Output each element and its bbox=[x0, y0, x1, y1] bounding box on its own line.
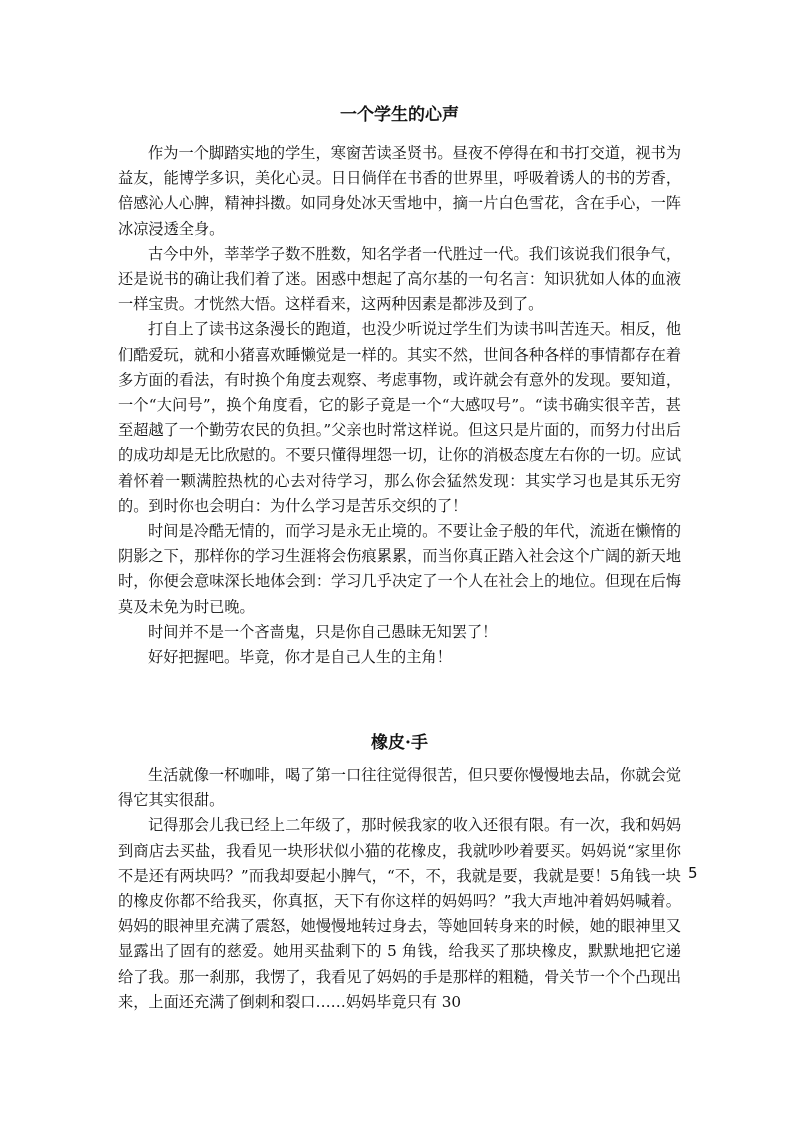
paragraph: 生活就像一杯咖啡，喝了第一口往往觉得很苦，但只要你慢慢地去品，你就会觉得它其实很甜。 bbox=[118, 766, 681, 810]
article-title-2: 橡皮·手 bbox=[371, 733, 428, 753]
paragraph: 好好把握吧。毕竟，你才是自己人生的主角！ bbox=[148, 648, 452, 667]
paragraph: 作为一个脚踏实地的学生，寒窗苦读圣贤书。昼夜不停得在和书打交道，视书为益友，能博学多识，美化心灵。日日倘佯在书香的世界里，呼吸着诱人的书的芳香，倍感沁人心脾，精神抖擞。如同身处冰天雪地中，摘一片白色雪花，含在手心，一阵冰凉浸透全身。 bbox=[118, 144, 681, 238]
margin-number: 5 bbox=[688, 864, 698, 882]
paragraph: 时间是冷酷无情的，而学习是永无止境的。不要让金子般的年代，流逝在懒惰的阴影之下，那样你的学习生涯将会伤痕累累，而当你真正踏入社会这个广阔的新天地时，你便会意味深长地体会到：学习几乎决定了一个人在社会上的地位。但现在后悔莫及未免为时已晚。 bbox=[118, 522, 681, 616]
paragraph: 打自上了读书这条漫长的跑道，也没少听说过学生们为读书叫苦连天。相反，他们酷爱玩，就和小猪喜欢睡懒觉是一样的。其实不然，世间各种各样的事情都存在着多方面的看法，有时换个角度去观察、考虑事物，或许就会有意外的发现。要知道，一个“大问号”，换个角度看，它的影子竟是一个“大感叹号”。“读书确实很辛苦，甚至超越了一个勤劳农民的负担。”父亲也时常这样说。但这只是片面的，而努力付出后的成功却是无比欣慰的。不要只懂得埋怨一切，让你的消极态度左右你的一切。应试着怀着一颗满腔热枕的心去对待学习，那么你会猛然发现：其实学习也是其乐无穷的。到时你也会明白：为什么学习是苦乐交织的了！ bbox=[118, 320, 681, 515]
paragraph: 古今中外，莘莘学子数不胜数，知名学者一代胜过一代。我们该说我们很争气，还是说书的确让我们着了迷。困惑中想起了高尔基的一句名言：知识犹如人体的血液一样宝贵。才恍然大悟。这样看来，这两种因素是都涉及到了。 bbox=[118, 244, 681, 314]
paragraph: 时间并不是一个吝啬鬼，只是你自己愚昧无知罢了！ bbox=[148, 622, 498, 641]
article-title-1: 一个学生的心声 bbox=[340, 105, 459, 125]
article-body-2 bbox=[118, 763, 681, 1015]
article-body-1 bbox=[118, 141, 681, 670]
paragraph: 记得那会儿我已经上二年级了，那时候我家的收入还很有限。有一次，我和妈妈到商店去买盐，我看见一块形状似小猫的花橡皮，我就吵吵着要买。妈妈说“家里你不是还有两块吗？”而我却耍起小脾气，“不，不，我就是要，我就是要！5角钱一块的橡皮你都不给我买，你真抠，天下有你这样的妈妈吗？”我大声地冲着妈妈喊着。妈妈的眼神里充满了震怒，她慢慢地转过身去，等她回转身来的时候，她的眼神里又显露出了固有的慈爱。她用买盐剩下的 5 角钱，给我买了那块橡皮，默默地把它递给了我。那一刹那，我愣了，我看见了妈妈的手是那样的粗糙，骨关节一个个凸现出来，上面还充满了倒刺和裂口……妈妈毕竟只有 30 bbox=[118, 816, 681, 1011]
